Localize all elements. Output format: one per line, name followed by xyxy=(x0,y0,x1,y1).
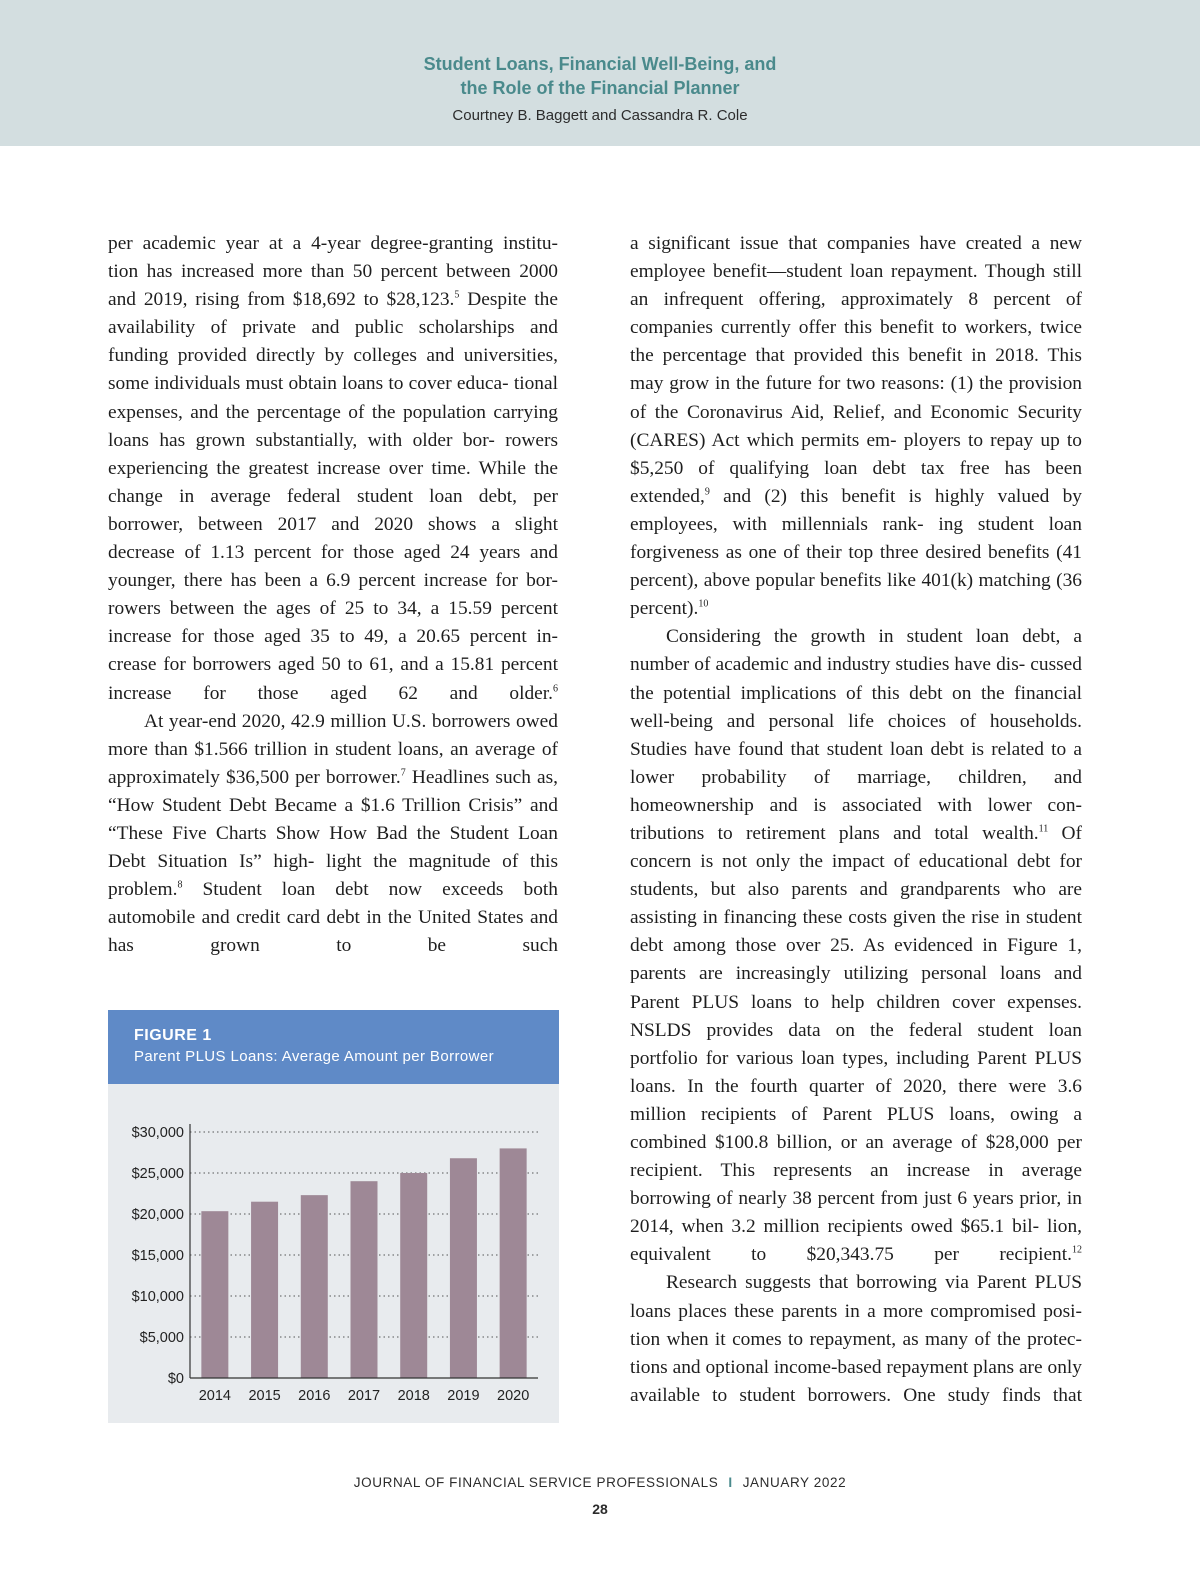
page-footer xyxy=(0,1475,1200,1490)
running-header xyxy=(0,0,1200,146)
footer-separator: I xyxy=(728,1475,733,1490)
y-tick-label: $30,000 xyxy=(131,1125,184,1141)
y-tick-label: $5,000 xyxy=(139,1330,184,1346)
article-title-line-2: the Role of the Financial Planner xyxy=(460,78,740,98)
footnote-ref: 9 xyxy=(704,486,710,498)
x-tick-label: 2016 xyxy=(298,1388,331,1404)
bar-chart xyxy=(108,1084,559,1423)
footnote-ref: 8 xyxy=(177,879,183,891)
article-title-line-1: Student Loans, Financial Well-Being, and xyxy=(423,54,777,74)
journal-name: JOURNAL OF FINANCIAL SERVICE PROFESSIONALS xyxy=(353,1475,719,1490)
x-tick-label: 2017 xyxy=(347,1388,381,1404)
left-text-column xyxy=(108,230,558,960)
x-tick-label: 2015 xyxy=(248,1388,281,1404)
y-tick-label: $10,000 xyxy=(131,1289,184,1305)
figure-caption: Parent PLUS Loans: Average Amount per Borrower xyxy=(134,1048,494,1065)
y-tick-label: $20,000 xyxy=(131,1207,184,1223)
bar-2014 xyxy=(201,1211,228,1378)
paragraph: At year-end 2020, 42.9 million U.S. borrowers owed more than $1.566 trillion in student loans, an average of approximately $36,500 per borrower.$^7$ Headlines such as, “How Student Debt Became a $1.6 Trillion Crisis” and “These Five Charts Show How Bad the Student Loan Debt Situation Is” high- light the magnitude of this problem.$^8$ Student loan debt now exceeds both automobile and credit card debt in the United States and has grown to be such xyxy=(108,710,558,957)
x-tick-label: 2014 xyxy=(198,1388,231,1404)
bar-2020 xyxy=(500,1148,527,1378)
bar-2017 xyxy=(351,1181,378,1378)
bar-2015 xyxy=(251,1202,278,1378)
issue-date: JANUARY 2022 xyxy=(742,1475,847,1490)
figure-header xyxy=(108,1010,559,1084)
x-tick-label: 2019 xyxy=(447,1388,480,1404)
x-tick-label: 2018 xyxy=(397,1388,430,1404)
paragraph: Research suggests that borrowing via Parent PLUS loans places these parents in a more compromised posi- tion when it comes to repayment, as many of the protec- tions and optional income-based repayment plans are only available to student borrowers. One study finds that xyxy=(630,1272,1082,1406)
y-tick-label: $0 xyxy=(167,1371,184,1387)
footnote-ref: 7 xyxy=(400,767,406,779)
bar-2019 xyxy=(450,1158,477,1378)
figure-1 xyxy=(108,1010,559,1423)
article-authors: Courtney B. Baggett and Cassandra R. Cole xyxy=(452,107,748,124)
y-tick-label: $25,000 xyxy=(131,1166,184,1182)
right-text-column xyxy=(630,230,1082,1410)
figure-label: FIGURE 1 xyxy=(134,1027,212,1044)
footnote-ref: 11 xyxy=(1038,823,1049,835)
paragraph: per academic year at a 4-year degree-granting institu- tion has increased more than 50 percent between 2000 and 2019, rising from $18,692 to $28,123.$^5$ Despite the availability of private and public scholarships and funding provided directly by colleges and universities, some individuals must obtain loans to cover educa- tional expenses, and the percentage of the population carrying loans has grown substantially, with older bor- rowers experiencing the greatest increase over time. While the change in average federal student loan debt, per borrower, between 2017 and 2020 shows a slight decrease of 1.13 percent for those aged 24 years and younger, there has been a 6.9 percent increase for bor- rowers between the ages of 25 to 34, a 15.59 percent increase for those aged 35 to 49, a 20.65 percent in- crease for borrowers aged 50 to 61, and a 15.81 percent increase for those aged 62 and older.$^6$ xyxy=(108,233,558,704)
x-tick-label: 2020 xyxy=(497,1388,530,1404)
bar-2016 xyxy=(301,1195,328,1378)
footnote-ref: 12 xyxy=(1072,1244,1082,1256)
footnote-ref: 6 xyxy=(553,683,558,695)
footnote-ref: 5 xyxy=(454,289,460,301)
page-number: 28 xyxy=(592,1501,608,1517)
bar-2018 xyxy=(400,1173,427,1378)
y-tick-label: $15,000 xyxy=(131,1248,184,1264)
paragraph: Considering the growth in student loan debt, a number of academic and industry studies have dis- cussed the potential implications of this debt on the financial well-being and personal life choices of households. Studies have found that student loan debt is related to a lower probability of marriage, children, and homeownership and is associated with lower con- tributions to retirement plans and total wealth.$^{11}$ Of concern is not only the impact of educational debt for students, but also parents and grandparents who are assisting in financing these costs given the rise in student debt among those over 25. As evidenced in Figure 1, parents are increasingly utilizing personal loans and Parent PLUS loans to help children cover expenses. NSLDS provides data on the federal student loan portfolio for various loan types, including Parent PLUS loans. In the fourth quarter of 2020, there were 3.6 million recipients of Parent PLUS loans, owing a combined $100.8 billion, or an average of $28,000 per recipient. This represents an increase in average borrowing of nearly 38 percent from just 6 years prior, in 2014, when 3.2 million recipients owed $65.1 bil- lion, equivalent to $20,343.75 per recipient.$^{12}$ xyxy=(630,626,1082,1266)
paragraph: a significant issue that companies have created a new employee benefit—student loan repayment. Though still an infrequent offering, approximately 8 percent of companies currently offer this benefit to workers, twice the percentage that provided this benefit in 2018. This may grow in the future for two reasons: (1) the provision of the Coronavirus Aid, Relief, and Economic Security (CARES) Act which permits em- ployers to repay up to $5,250 of qualifying loan debt tax free has been extended,$^9$ and (2) this benefit is highly valued by employees, with millennials rank- ing student loan forgiveness as one of their top three desired benefits (41 percent), above popular benefits like 401(k) matching (36 percent).$^{10}$ xyxy=(630,233,1083,620)
footnote-ref: 10 xyxy=(698,598,709,610)
